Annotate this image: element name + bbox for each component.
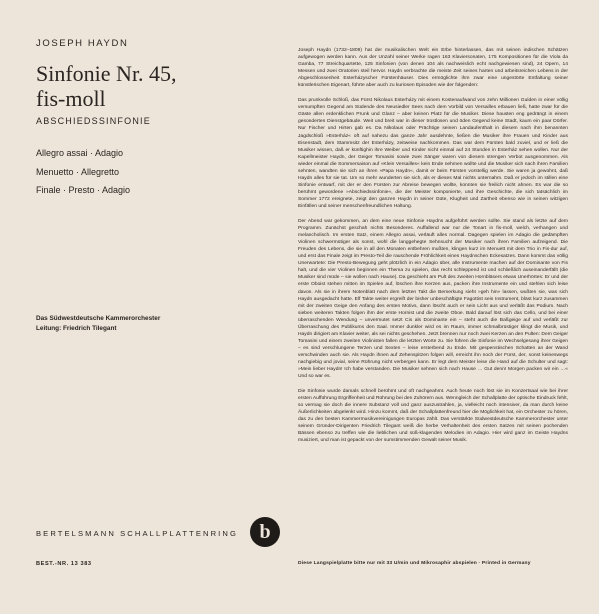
work-title [36,61,256,111]
bertelsmann-logo-icon [250,517,280,547]
conductor-credit: Leitung: Friedrich Tilegant [36,325,117,332]
composer-name: JOSEPH HAYDN [36,38,129,49]
orchestra-credit: Das Südwestdeutsche Kammerorchester [36,315,161,322]
work-title-line1: Sinfonie Nr. 45, [36,61,177,86]
liner-paragraph: Das prunkvolle Schloß, das Fürst Nikolaus Esterházy mit einem Kostenaufwand von zehn Millionen Gulden in einer völlig versumpften Gegend am Südende des Neusiedler Sees nach dem Vorbild von Versailles erbauen ließ, hatte zwar für die Gäste allen erdenklichen Prunk und Glanz – aber keinen Platz für die Musiker. Diese hausten eng gedrängt in einem gesonderten Dienstgebäude. Weit und breit war in dieser trostlosen und öden Gegend keine Stadt, kaum ein paar Dörfer. Nur Fischer und Hirten gab es. Da Nikolaus oder Prächtige seinen Landaufenthalt in diesem nach ihm benannten Jagdschloß »Esterház« oft auf nahezu das ganze Jahr ausdehnte, ließen die Musiker ihre Frauen und Kinder aus Eisenstadt, dem Stammsitz der Esterházy, zeitweise nachkommen. Das war dem Fürsten bald zuviel, und er ließ die Musiker wissen, daß er künftighin ihre Weiber und Kinder nicht einmal auf 24 Stunden in Esterház sehen wollen. Nur der Kapellmeister Haydn, der Geiger Tomasini sowie zwei Sänger waren von diesem strengen Verbot ausgenommen. Als wieder einmal die Sommersaison auf »Klein Versailles« kein Ende nehmen wollte und die Musiker sich nach ihren Familien sehnten, wandten sie sich an ihren »Papa Haydn«, damit er beim Fürsten vorstellig werde. Sie waren ja gewohnt, daß Haydn alles für sie tat. Um so mehr wunderten sie sich, als er dieses Mal nichts unternahm. Daß er jedoch im stillen eine Sinfonie entwarf, mit der er den Fürsten zur Abreise bewegen wollte, konnten sie freilich nicht ahnen. Es war die so berühmt gewordene »Abschiedssinfonie«, die der Meister komponierte, und ihre Geschichte, die sich tatsächlich im Sommer 1772 ereignete, zeigt den ganzen Haydn in seiner Güte, Klugheit und Zartheit ebenso wie in seinen witzigen Einfällen und seiner menschenfreundlichen Haltung. [298,98,568,209]
liner-paragraph: Joseph Haydn (1732–1809) hat der musikalischen Welt ein Erbe hinterlassen, das mit seinen indischen Schätzen aufgewogen werden kann. Aus der Unzahl seiner Werke ragen 163 Klaviersonaten, 175 Kompositionen für die Viola da Gamba, 77 Streichquartette, 125 Sinfonien (von denen 104 als nachweislich echt nachgewiesen sind), 24 Opern, 14 Messen und zwei Oratorien steil hervor. Haydn verbrachte die meiste Zeit seines harten und arbeitsreichen Lebens in der Abgeschlossenheit Esterházyscher Fürstenhäuser. Dies ermöglichte ihm zwar eine ungestörte Entfaltung seiner künstlerischen Eigenart, führte aber auch zu kuriosen Episoden wie der folgenden: [298,48,568,89]
movement-list [36,144,256,200]
title-block [36,38,256,200]
work-title-line2: fis-moll [36,86,106,111]
movement-item: Finale · Presto · Adagio [36,185,131,195]
logo-mark: b [259,521,271,543]
catalog-number: BEST.-NR. 13 383 [36,561,92,567]
liner-paragraph: Die Sinfonie wurde damals schnell berühmt und oft nachgeahmt. Auch heute noch löst sie im Konzertsaal wie bei ihrer ersten Aufführung Ergriffenheit und Rührung bei den Zuhörern aus. Wenngleich der Schallplatte der optische Eindruck fehlt, so vermag sie doch die innere Substanz voll und ganz auszustrahlen, ja, vielleicht noch intensiver, da man durch keine Äußerlichkeiten abgelenkt wird. Hinzu kommt, daß der Schallplattenfreund hier die Möglichkeit hat, ein Orchester zu hören, das zu den besten Kammermusikvereinigungen Europas zählt. Das verstärkte Südwestdeutsche Kammerorchester unter seinem Gründer-Dirigenten Friedrich Tilegant weiß die herbe Verhaltenheit des ersten Satzes mit seinen pochenden Bässen ebenso zu treffen wie die lieblichen und süß-klagenden Melodien im Adagio. Hier wird ganz im Geiste Haydns musiziert, und man ist gepackt von der sumstimmenden Gewalt seiner Musik. [298,389,568,444]
liner-notes [298,47,568,452]
movement-item: Allegro assai · Adagio [36,148,124,158]
movement-item: Menuetto · Allegretto [36,166,120,177]
performer-credits [36,314,256,334]
work-subtitle: ABSCHIEDSSINFONIE [36,116,151,126]
playback-note: Diese Langspielplatte bitte nur mit 33 U/min und Mikrosaphir abspielen · Printed in Germany [298,561,531,566]
liner-paragraph: Der Abend war gekommen, an dem eine neue Sinfonie Haydns aufgeführt werden sollte. Sie stand als letzte auf dem Programm. Zunächst geschah nichts Besonderes. Auffallend war nur die Tonart in fis-moll, welch, verhangen und melancholisch. Im ersten Satz, einem Allegro assai, verläuft alles normal. Dagegen spielen im Adagio die gedämpften Violinen schwermütiger als sonst, wohl die langgehegte Sehnsucht der Musiker nach ihren Familien aufzeigend. Die Freuden des Lebens, die sie in all den Monaten entbehren mußten, klingen kurz im Menuett mit dem Trio in Fis-dur auf, und erst das Finale zeigt im Presto-Teil die rauschende Fröhlichkeit eines Haydnschen Eckesatzes. Dann kommt das völlig Unerwartete: Die Presto-Bewegung geht plötzlich in ein Adagio über, alle Instrumente machen auf der Dominante von Fis halt, und die vier Violinen beginnen ein Thema zu spielen, das recht schleppend ist und schließlich auseinanderfällt (die Musiker sind müde – sie wollen nach Hause). Da geschieht am Pult des zweiten Hornbläsers etwas Unerhörtes: Er und der erste Oboist stehen mitten im Spielen auf, löschen ihre Kerzen aus, packen ihre Instrumente ein und stehlen sich leise davon. Als sie in ihrem Notenblatt nach dem letzten Takt die Bemerkung sieht »geh hin« lassen, wußten sie, was sich Haydn ausgedacht hatte. Elf Takte weiter ergreift der bisher unbeschäftigte Fagottist sein Instrument, bläst kurz zusammen mit der zweiten Geige den Anfang des ersten Motivs, dann löscht auch er sein Licht aus und verläßt das Podium. Nach sieben weiteren Takten folgen ihm der erste Hornist und die zweite Oboe. Bald darauf löst sich das Cello, und bei einer überraschenden Wendung – unvermutet setzt Cis als Dominante ein – steht auch die Baßgeige auf und verläßt zur Überraschung des Publikums den Saal. Immer dunkler wird es im Raum, immer schmalbrüstiger klingt die Musik, und Haydn dirigiert am Klavier weiter, als sei nichts geschehen. Jetzt brennen nur noch zwei Kerzen an den Pulten: Dem Geiger Tomasini und einem zweiten Violinisten fallen die letzten Worte zu. Sie führen die Sinfonie im Wechselgesang ihrer Geigen – es sind verschlungene Terzen und Sexten – leise ersterbend zu Ende. Mit gespenstischen Schatten an der Wand verschwinden auch sie. Als Haydn ihnen auf Zehenspitzen folgen will, erreicht ihn noch der Fürst, der, sonst keineswegs nachgiebig und jovial, seine Rührung nicht verbergen kann. Er legt dem Meister leise die Hand auf die Schulter und sagt: »Mein lieber Haydn! Ich habe verstanden. Die Musiker sehnen sich nach Hause … Gut denn! Morgen packen wir ein …« Und so war es. [298,219,568,380]
label-name: BERTELSMANN SCHALLPLATTENRING [36,529,238,538]
